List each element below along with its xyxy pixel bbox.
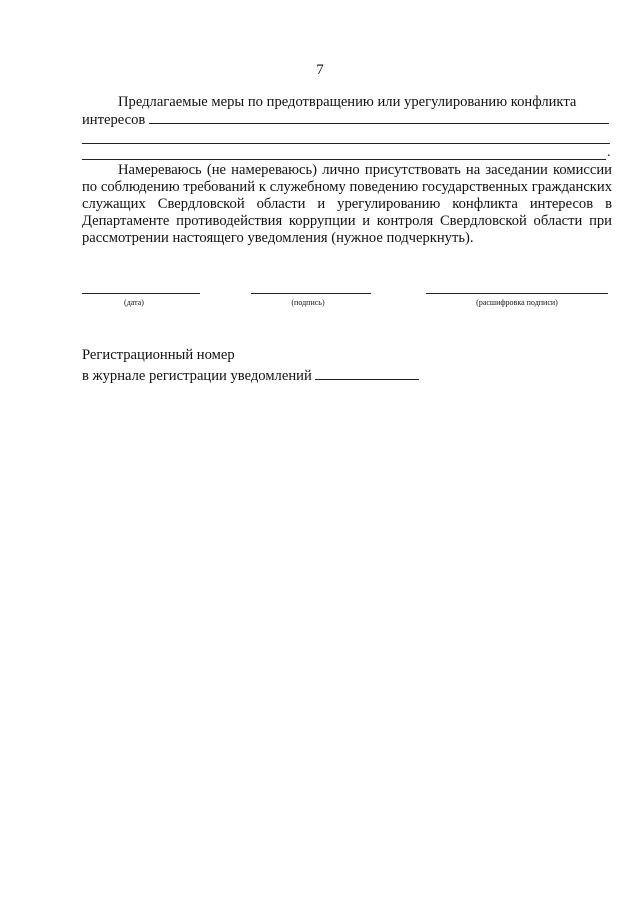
page-number: 7 (316, 62, 324, 78)
signature-decoding-caption: (расшифровка подписи) (476, 298, 558, 307)
registration-journal-label: в журнале регистрации уведомлений (82, 368, 312, 384)
measures-end-period: . (607, 145, 611, 160)
date-fill-line[interactable] (82, 293, 200, 294)
registration-number-label: Регистрационный номер (82, 347, 235, 363)
date-caption: (дата) (124, 298, 144, 307)
measures-fill-line-2[interactable] (82, 143, 610, 144)
registration-journal-row (82, 367, 419, 385)
proposed-measures-text: Предлагаемые меры по предотвращению или урегулированию конфликта (118, 94, 577, 110)
attendance-paragraph: Намереваюсь (не намереваюсь) лично присутствовать на заседании комиссии по соблюдению требований к служебному поведению государственных гражданских служащих Свердловской области и урегулированию конфликта интересов в Департаменте противодействия коррупции и контроля Свердловской области при рассмотрении настоящего уведомления (нужное подчеркнуть). (82, 162, 612, 246)
measures-fill-line-1[interactable] (149, 111, 609, 124)
registration-number-fill-line[interactable] (315, 367, 419, 380)
signature-decoding-fill-line[interactable] (426, 293, 608, 294)
proposed-measures-paragraph (82, 94, 612, 129)
proposed-measures-continuation: интересов (82, 112, 146, 128)
signature-fill-line[interactable] (251, 293, 371, 294)
measures-fill-line-3[interactable] (82, 159, 606, 160)
signature-caption: (подпись) (291, 298, 325, 307)
